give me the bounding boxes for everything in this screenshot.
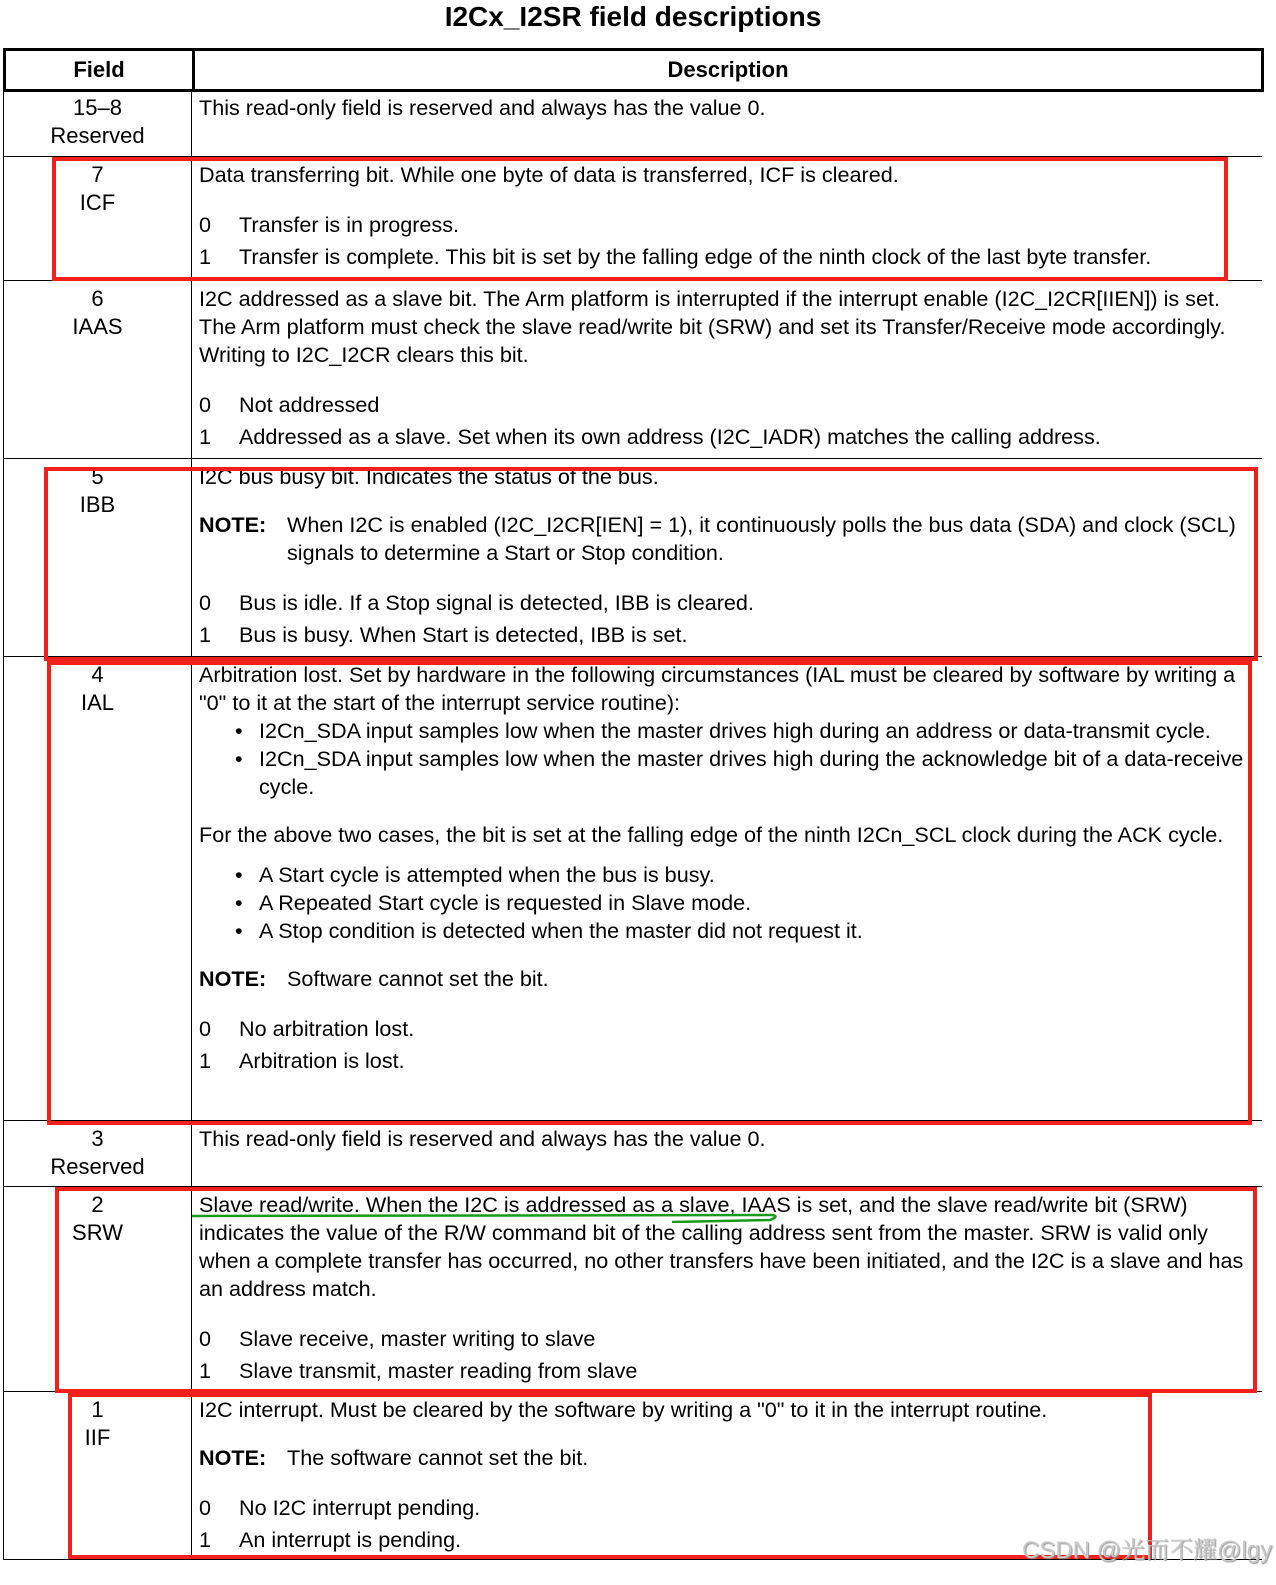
field-bits: 5: [91, 464, 104, 489]
value-row: [199, 389, 1258, 421]
note-text: The software cannot set the bit.: [287, 1445, 589, 1470]
table-row: [3, 90, 1262, 157]
value-description: Bus is busy. When Start is detected, IBB is set.: [239, 622, 688, 647]
value-code: 1: [199, 244, 212, 269]
value-description: Transfer is complete. This bit is set by the falling edge of the ninth clock of the last byte transfer.: [239, 244, 1152, 269]
value-row: [199, 1355, 1258, 1387]
bullet-item: • A Stop condition is detected when the master did not request it.: [259, 917, 1258, 945]
field-cell: [3, 1187, 192, 1391]
value-description: Slave receive, master writing to slave: [239, 1326, 596, 1351]
field-cell: [3, 90, 192, 156]
description-paragraph: I2C addressed as a slave bit. The Arm platform is interrupted if the interrupt enable (I2C_I2CR[IIEN]) is set. The Arm platform must check the slave read/write bit (SRW) and set its Transfer/Receive mode accordingly. Writing to I2C_I2CR clears this bit.: [199, 286, 1226, 367]
field-cell: [3, 281, 192, 458]
note-text: When I2C is enabled (I2C_I2CR[IEN] = 1), it continuously polls the bus data (SDA) and clock (SCL) signals to determine a Start or Stop condition.: [287, 512, 1236, 565]
description-paragraph: Data transferring bit. While one byte of data is transferred, ICF is cleared.: [199, 162, 899, 187]
description-cell: [193, 281, 1262, 458]
field-name: Reserved: [50, 1154, 145, 1179]
value-code: 0: [199, 1495, 212, 1520]
field-cell: [3, 657, 192, 1120]
field-cell: [3, 1392, 192, 1559]
field-bits: 15–8: [73, 95, 122, 120]
page-title: I2Cx_I2SR field descriptions: [444, 1, 822, 32]
description-paragraph: For the above two cases, the bit is set at the falling edge of the ninth I2Cn_SCL clock during the ACK cycle.: [199, 822, 1224, 847]
value-code: 1: [199, 622, 212, 647]
note-label: NOTE:: [199, 966, 267, 991]
value-code: 0: [199, 392, 212, 417]
field-name: IAAS: [72, 314, 123, 339]
description-cell: [193, 1121, 1262, 1186]
field-cell: [3, 1121, 192, 1186]
note: [199, 1444, 1258, 1472]
header-description: Description: [667, 57, 789, 82]
table-row: [3, 281, 1262, 459]
description-paragraph: I2C bus busy bit. Indicates the status of the bus.: [199, 464, 659, 489]
table-row: [3, 1187, 1262, 1392]
field-name: Reserved: [50, 123, 145, 148]
value-row: [199, 1013, 1258, 1045]
table-row: [3, 459, 1262, 657]
description-paragraph: Arbitration lost. Set by hardware in the following circumstances (IAL must be cleared by software by writing a "0" to it at the start of the interrupt service routine):: [199, 662, 1236, 715]
watermark: CSDN @光而不耀@lgy: [1022, 1537, 1273, 1564]
value-description: No arbitration lost.: [239, 1016, 415, 1041]
field-cell: [3, 157, 192, 280]
description-cell: [193, 90, 1262, 156]
value-description: No I2C interrupt pending.: [239, 1495, 481, 1520]
value-row: [199, 421, 1258, 453]
field-name: SRW: [72, 1220, 123, 1245]
bullet-item: • A Start cycle is attempted when the bus is busy.: [259, 861, 1258, 889]
value-description: An interrupt is pending.: [239, 1527, 462, 1552]
description-cell: [193, 157, 1262, 280]
value-description: Not addressed: [239, 392, 380, 417]
field-bits: 4: [91, 662, 104, 687]
value-row: [199, 619, 1258, 651]
field-descriptions-table: [3, 48, 1262, 1560]
value-row: [199, 209, 1258, 241]
value-code: 0: [199, 1326, 212, 1351]
value-code: 0: [199, 212, 212, 237]
value-row: [199, 1323, 1258, 1355]
value-description: Bus is idle. If a Stop signal is detected, IBB is cleared.: [239, 590, 754, 615]
value-row: [199, 587, 1258, 619]
header-field: Field: [6, 51, 195, 89]
bullet-item: • I2Cn_SDA input samples low when the master drives high during the acknowledge bit of a data-receive cycle.: [259, 745, 1258, 801]
description-cell: [193, 657, 1262, 1120]
field-name: ICF: [79, 190, 116, 215]
value-code: 0: [199, 590, 212, 615]
description-paragraph: Slave read/write. When the I2C is addressed as a slave, IAAS is set, and the slave read/write bit (SRW) indicates the value of the R/W command bit of the calling address sent from the master. SRW is valid only when a complete transfer has occurred, no other transfers have been initiated, and the I2C is a slave and has an address match.: [199, 1192, 1244, 1301]
note-text: Software cannot set the bit.: [287, 966, 549, 991]
bullet-item: • I2Cn_SDA input samples low when the master drives high during an address or data-transmit cycle.: [259, 717, 1258, 745]
bullet-item: • A Repeated Start cycle is requested in Slave mode.: [259, 889, 1258, 917]
field-bits: 2: [91, 1192, 104, 1217]
value-code: 1: [199, 1048, 212, 1073]
table-row: [3, 657, 1262, 1121]
description-paragraph: This read-only field is reserved and always has the value 0.: [199, 1126, 766, 1151]
field-bits: 6: [91, 286, 104, 311]
value-code: 1: [199, 424, 212, 449]
description-paragraph: This read-only field is reserved and always has the value 0.: [199, 95, 766, 120]
value-description: Transfer is in progress.: [239, 212, 460, 237]
value-description: Addressed as a slave. Set when its own address (I2C_IADR) matches the calling address.: [239, 424, 1101, 449]
description-cell: [193, 1187, 1262, 1391]
note-label: NOTE:: [199, 1445, 267, 1470]
value-row: [199, 241, 1258, 273]
description-cell: [193, 459, 1262, 656]
field-bits: 7: [91, 162, 104, 187]
bullet-list: [199, 717, 1258, 801]
value-row: [199, 1492, 1258, 1524]
value-description: Slave transmit, master reading from slave: [239, 1358, 638, 1383]
value-code: 1: [199, 1358, 212, 1383]
value-code: 0: [199, 1016, 212, 1041]
field-name: IIF: [84, 1425, 111, 1450]
field-name: IBB: [79, 492, 116, 517]
table-row: [3, 1121, 1262, 1187]
value-description: Arbitration is lost.: [239, 1048, 405, 1073]
table-header: [3, 48, 1264, 92]
note: [199, 511, 1258, 567]
field-bits: 3: [91, 1126, 104, 1151]
field-cell: [3, 459, 192, 656]
note-label: NOTE:: [199, 512, 267, 537]
note: [199, 965, 1258, 993]
description-paragraph: I2C interrupt. Must be cleared by the software by writing a "0" to it in the interrupt routine.: [199, 1397, 1048, 1422]
bullet-list: [199, 861, 1258, 945]
field-bits: 1: [91, 1397, 104, 1422]
value-row: [199, 1045, 1258, 1077]
value-code: 1: [199, 1527, 212, 1552]
table-row: [3, 157, 1262, 281]
field-name: IAL: [80, 690, 115, 715]
